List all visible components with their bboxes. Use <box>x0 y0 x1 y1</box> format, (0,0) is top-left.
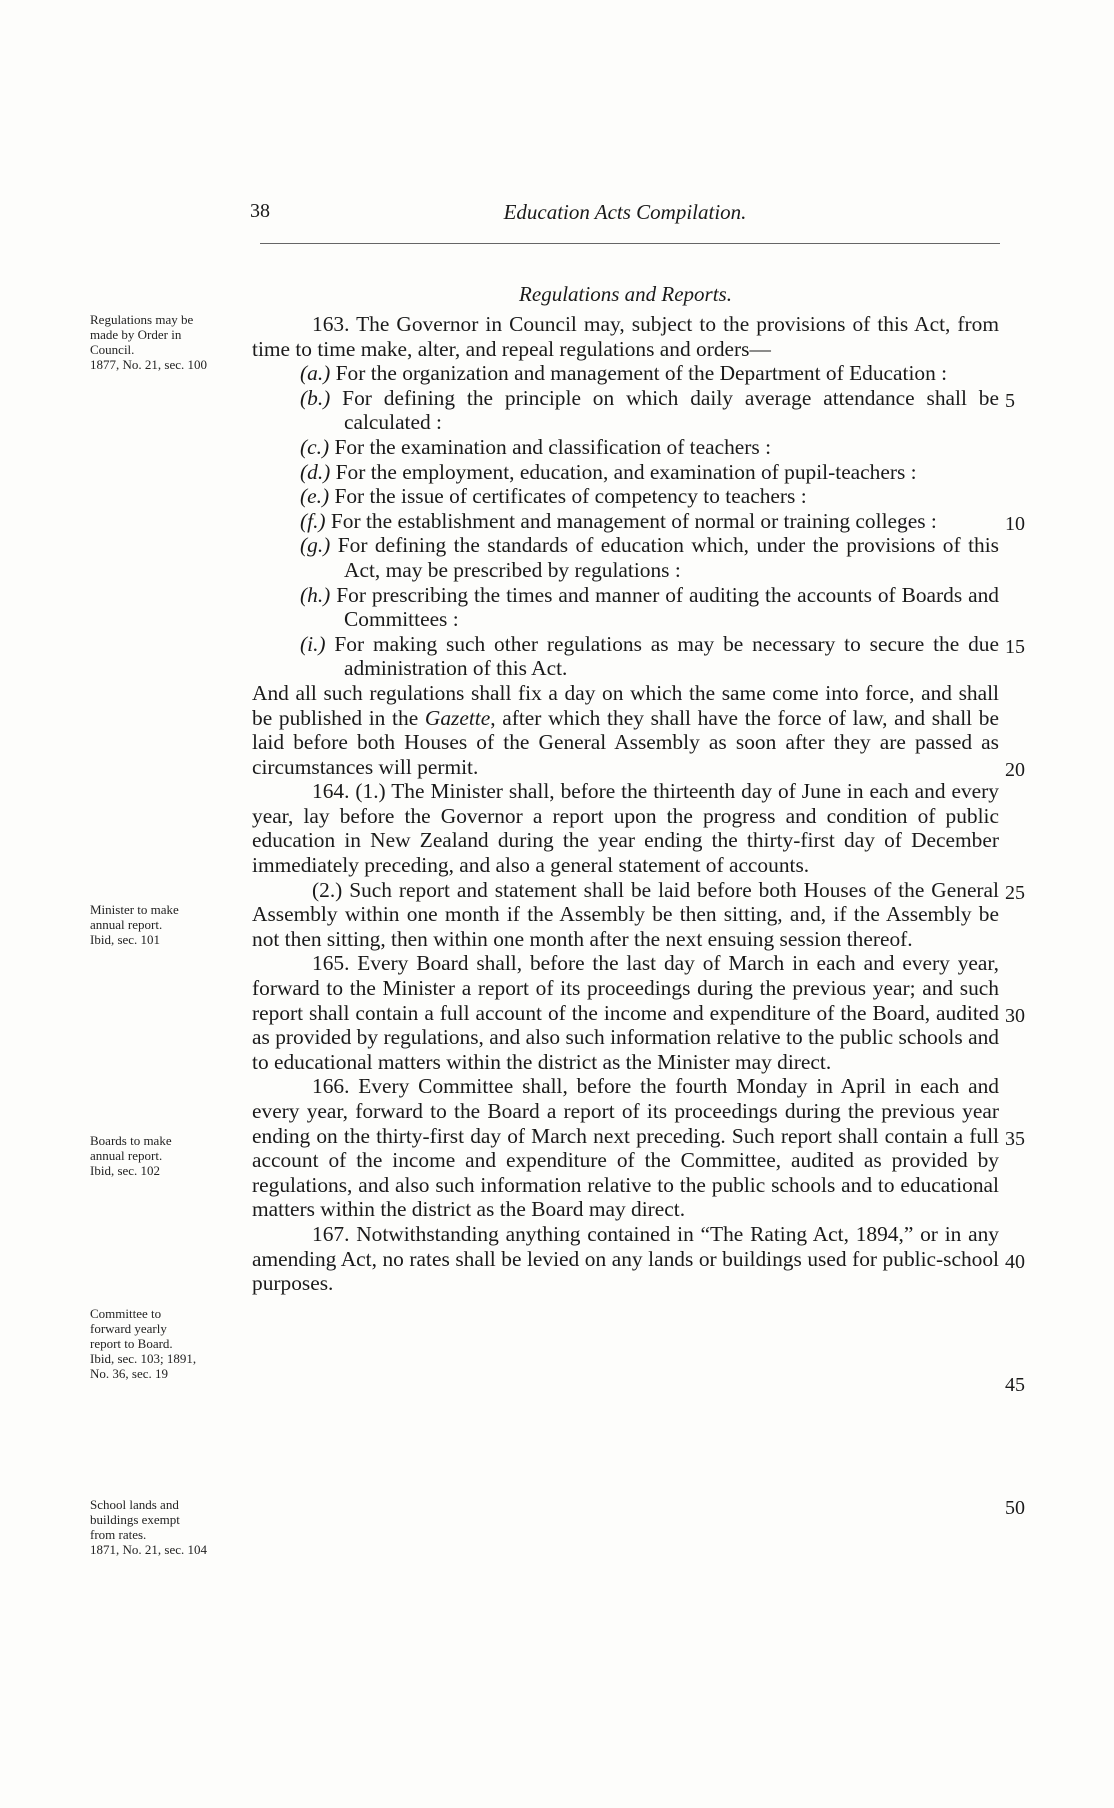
item-text: For prescribing the times and manner of auditing the accounts of Boards and Committees : <box>336 582 999 632</box>
margin-note-line: Boards to make <box>90 1133 172 1148</box>
margin-note-line: Council. <box>90 342 135 357</box>
header-rule <box>260 243 1000 244</box>
margin-note-line: 1877, No. 21, sec. 100 <box>90 357 207 372</box>
line-number: 10 <box>1005 513 1025 535</box>
margin-note-line: No. 36, sec. 19 <box>90 1366 168 1381</box>
item-label: (g.) <box>300 533 331 558</box>
line-number: 50 <box>1005 1497 1025 1519</box>
item-text: For defining the standards of education which, under the provisions of this Act, may be prescribed by regulations : <box>337 533 999 582</box>
item-label: (f.) <box>300 508 326 533</box>
margin-note-line: annual report. <box>90 1148 163 1163</box>
margin-note-line: annual report. <box>90 917 163 932</box>
item-i <box>252 632 999 681</box>
margin-note-school-lands <box>90 1497 250 1557</box>
margin-note-line: forward yearly <box>90 1321 167 1336</box>
item-label: (a.) <box>300 361 331 386</box>
margin-note-line: Regulations may be <box>90 312 194 327</box>
body-text <box>252 312 999 1296</box>
line-number: 35 <box>1005 1128 1025 1150</box>
item-f <box>252 509 999 534</box>
page-number: 38 <box>250 200 270 222</box>
margin-note-line: Ibid, sec. 101 <box>90 932 161 947</box>
margin-note-line: Committee to <box>90 1306 162 1321</box>
margin-note-regulations <box>90 312 250 372</box>
item-h <box>252 583 999 632</box>
item-label: (i.) <box>300 631 326 656</box>
line-number: 30 <box>1005 1005 1025 1027</box>
section-167: 167. Notwithstanding anything contained in “The Rating Act, 1894,” or in any amending Act, no rates shall be levied on any lands or buildings used for public-school purposes. <box>252 1221 999 1296</box>
margin-note-line: Ibid, sec. 103; 1891, <box>90 1351 197 1366</box>
item-text: For making such other regulations as may be necessary to secure the due administration of this Act. <box>334 631 999 681</box>
item-label: (h.) <box>300 582 331 607</box>
section-165: 165. Every Board shall, before the last day of March in each and every year, forward to the Minister a report of its proceedings during the previous year; and such report shall contain a full account of the income and expenditure of the Board, audited as provided by regulations, and also such information relative to the public schools and to educational matters within the district as the Minister may direct. <box>252 951 999 1074</box>
section-166: 166. Every Committee shall, before the fourth Monday in April in each and every year, forward to the Board a report of its proceedings during the previous year ending on the thirty-first day of March next preceding. Such report shall contain a full account of the income and expenditure of the Committee, audited as provided by regulations, and also such information relative to the public schools and to educational matters within the district as the Board may direct. <box>252 1074 999 1222</box>
margin-note-boards-report <box>90 1133 250 1178</box>
line-number: 40 <box>1005 1251 1025 1273</box>
section-163-intro: 163. The Governor in Council may, subject to the provisions of this Act, from time to time make, alter, and repeal regulations and orders— <box>252 312 999 361</box>
section-164-1: 164. (1.) The Minister shall, before the thirteenth day of June in each and every year, lay before the Governor a report upon the progress and condition of public education in New Zealand during the year ending the thirty-first day of December immediately preceding, and also a general statement of accounts. <box>252 779 999 878</box>
margin-note-line: Minister to make <box>90 902 179 917</box>
item-text: For defining the principle on which daily average attendance shall be calculated : <box>342 385 999 435</box>
item-label: (c.) <box>300 434 330 459</box>
item-g <box>252 533 999 582</box>
item-text: For the examination and classification of teachers : <box>334 434 772 459</box>
line-number: 15 <box>1005 636 1025 658</box>
margin-note-line: 1871, No. 21, sec. 104 <box>90 1542 207 1557</box>
section-heading: Regulations and Reports. <box>519 282 732 306</box>
margin-note-minister-report <box>90 902 250 947</box>
line-number: 5 <box>1005 390 1015 412</box>
item-label: (b.) <box>300 385 331 410</box>
item-a <box>252 361 999 386</box>
line-number: 25 <box>1005 882 1025 904</box>
item-text: For the employment, education, and examination of pupil-teachers : <box>335 459 917 484</box>
item-text: For the organization and management of the Department of Education : <box>335 361 948 386</box>
item-c <box>252 435 999 460</box>
margin-note-line: made by Order in <box>90 327 182 342</box>
margin-note-line: School lands and <box>90 1497 179 1512</box>
item-text: For the establishment and management of normal or training colleges : <box>330 508 937 533</box>
item-d <box>252 460 999 485</box>
section-164-2: (2.) Such report and statement shall be laid before both Houses of the General Assembly within one month if the Assembly be then sitting, and, if the Assembly be not then sitting, then within one month after the next ensuing session thereof. <box>252 877 999 951</box>
running-title: Education Acts Compilation. <box>503 200 747 224</box>
line-number: 20 <box>1005 759 1025 781</box>
closing-text-a: And all such regulations shall fix a day on which the same come into force, and shall be published in the <box>252 680 999 730</box>
gazette-title: Gazette <box>424 705 491 730</box>
margin-note-line: from rates. <box>90 1527 147 1542</box>
margin-note-committee-report <box>90 1306 250 1381</box>
page-header <box>250 200 1000 240</box>
item-e <box>252 484 999 509</box>
line-number: 45 <box>1005 1374 1025 1396</box>
item-b <box>252 386 999 435</box>
margin-note-line: Ibid, sec. 102 <box>90 1163 161 1178</box>
item-label: (e.) <box>300 484 330 509</box>
margin-note-line: report to Board. <box>90 1336 173 1351</box>
margin-note-line: buildings exempt <box>90 1512 180 1527</box>
closing-text-b: , after which they shall have the force of law, and shall be laid before both Houses of the General Assembly as soon after they are passed as circumstances will permit. <box>252 705 999 779</box>
item-label: (d.) <box>300 459 331 484</box>
item-text: For the issue of certificates of competency to teachers : <box>334 484 807 509</box>
section-163-closing <box>252 681 999 779</box>
